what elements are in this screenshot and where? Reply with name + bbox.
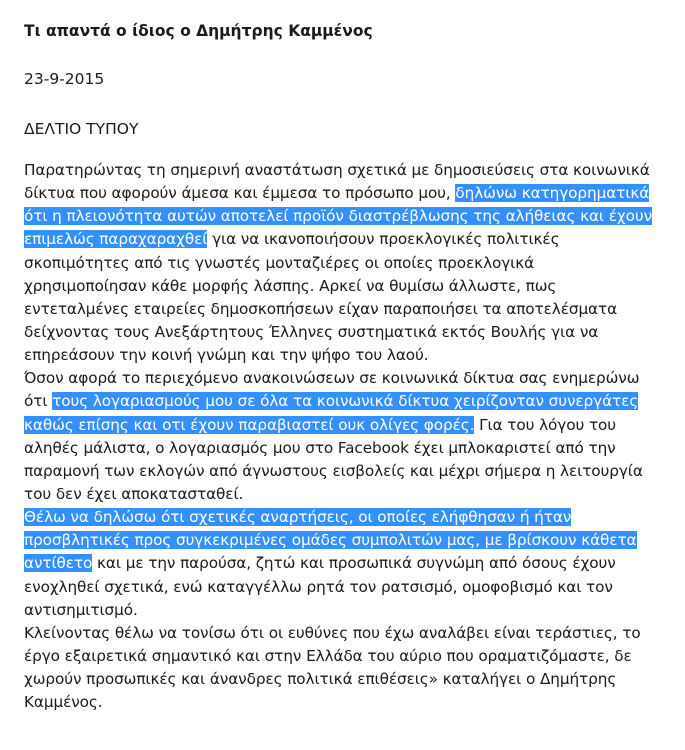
text-segment: δείχνοντας τους Ανεξάρτητους Έλληνες συστηματικά εκτός Βουλής για να <box>24 322 599 341</box>
body-line <box>24 460 674 483</box>
text-segment: σκοπιμότητες από τις γνωστές μονταζιέρες οι οποίες προεκλογικά <box>24 253 535 272</box>
article-title: Τι απαντά ο ίδιος ο Δημήτρης Καμμένος <box>24 22 373 40</box>
text-segment: Κλείνοντας θέλω να τονίσω ότι οι ευθύνες που έχω αναλάβει είναι τεράστιες, το <box>24 623 641 642</box>
body-line <box>24 552 674 575</box>
text-segment: έργο εξαιρετικά σημαντικό και στην Ελλάδα του αύριο που οραματιζόμαστε, δε <box>24 646 632 665</box>
text-segment: δίκτυα που αφορούν άμεσα και έμμεσα το πρόσωπο μου, <box>24 184 456 203</box>
selected-text-segment: ότι η πλειονότητα αυτών αποτελεί προϊόν διαστρέβλωσης της αλήθειας και έχουν <box>24 207 653 226</box>
text-segment: επηρεάσουν την κοινή γνώμη και την ψήφο του λαού. <box>24 346 429 365</box>
body-line <box>24 483 674 506</box>
body-line <box>24 159 674 182</box>
selected-text-segment: προσβλητικές προς συγκεκριμένες ομάδες συμπολιτών μας, με βρίσκουν κάθετα <box>24 531 637 550</box>
body-line <box>24 321 674 344</box>
text-segment: χωρούν προσωπικές και άνανδρες πολιτικά επιθέσεις» καταλήγει ο Δημήτρης <box>24 670 617 689</box>
body-line <box>24 182 674 205</box>
text-segment: ενοχληθεί σχετικά, ενώ καταγγέλλω ρητά τον ρατσισμό, ομοφοβισμό και τον <box>24 577 613 596</box>
body-line <box>24 599 674 622</box>
text-segment: παραμονή των εκλογών από άγνωστους εισβολείς και μέχρι σήμερα η λειτουργία <box>24 461 643 480</box>
body-line <box>24 414 674 437</box>
article-body <box>24 159 674 714</box>
body-line <box>24 228 674 251</box>
body-line <box>24 275 674 298</box>
body-line <box>24 367 674 390</box>
body-line <box>24 691 674 714</box>
body-line <box>24 437 674 460</box>
selected-text-segment: αντίθετο <box>24 554 93 573</box>
text-segment: αντισημιτισμό. <box>24 600 138 619</box>
press-release-heading: ΔΕΛΤΙΟ ΤΥΠΟΥ <box>24 120 139 138</box>
text-segment: εντεταλμένες εταιρείες δημοσκοπήσεων είχαν παραποιήσει τα αποτελέσματα <box>24 299 618 318</box>
text-segment: Καμμένος. <box>24 693 103 712</box>
body-line <box>24 506 674 529</box>
text-segment: χρησιμοποίησαν κάθε μορφής λάσπης. Αρκεί να θυμίσω άλλωστε, πως <box>24 276 557 295</box>
body-line <box>24 390 674 413</box>
selected-text-segment: Θέλω να δηλώσω ότι σχετικές αναρτήσεις, οι οποίες ελήφθησαν ή ήταν <box>24 508 572 527</box>
body-line <box>24 645 674 668</box>
article-date: 23-9-2015 <box>24 70 105 88</box>
text-segment: Παρατηρώντας τη σημερινή αναστάτωση σχετικά με δημοσιεύσεις στα κοινωνικά <box>24 161 650 179</box>
body-line <box>24 252 674 275</box>
text-segment: και με την παρούσα, ζητώ και προσωπικά συγνώμη από όσους έχουν <box>92 554 616 573</box>
text-segment: Για του λόγου του <box>474 415 617 434</box>
body-line <box>24 668 674 691</box>
text-segment: Όσον αφορά το περιεχόμενο ανακοινώσεων σε κοινωνικά δίκτυα σας ενημερώνω <box>24 369 640 388</box>
text-segment: ότι <box>24 392 53 411</box>
selected-text-segment: δηλώνω κατηγορηματικά <box>455 184 650 203</box>
body-line <box>24 344 674 367</box>
body-line <box>24 576 674 599</box>
text-segment: του δεν έχει αποκατασταθεί. <box>24 484 244 503</box>
selected-text-segment: τους λογαριασμούς μου σε όλα τα κοινωνικά δίκτυα χειρίζονταν συνεργάτες <box>52 392 639 411</box>
body-line <box>24 205 674 228</box>
text-segment: αληθές μάλιστα, ο λογαριασμός μου στο Facebook έχει μπλοκαριστεί από την <box>24 438 616 457</box>
body-line <box>24 622 674 645</box>
selected-text-segment: καθώς επίσης και οτι έχουν παραβιαστεί ουκ ολίγες φορές. <box>24 415 475 434</box>
body-line <box>24 298 674 321</box>
body-line <box>24 529 674 552</box>
selected-text-segment: επιμελώς παραχαραχθεί <box>24 230 208 249</box>
text-segment: για να ικανοποιήσουν προεκλογικές πολιτικές <box>207 230 560 249</box>
